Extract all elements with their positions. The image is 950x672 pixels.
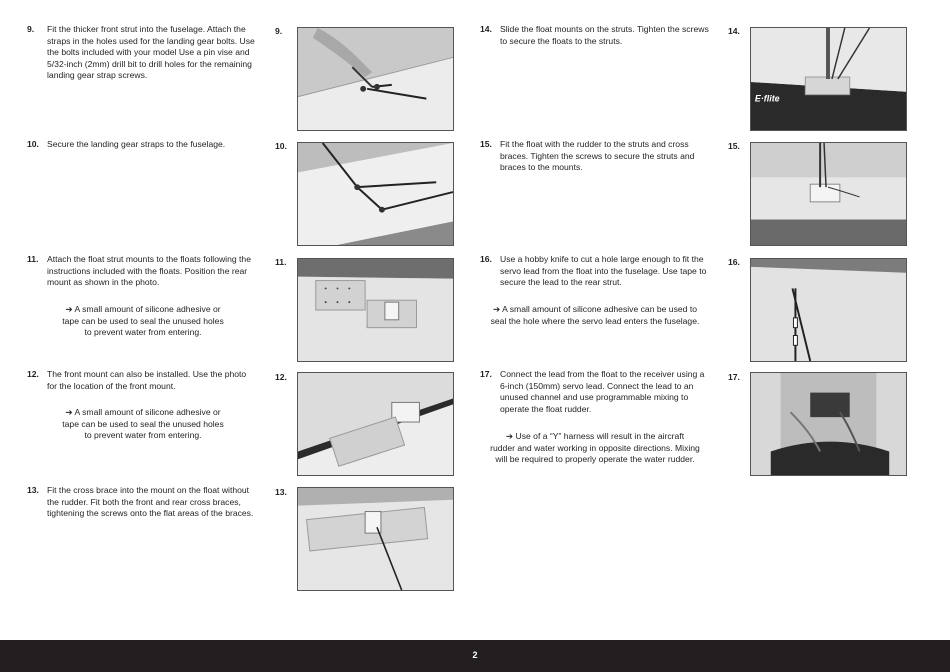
- step-number: 9.: [27, 24, 35, 34]
- page-number: 2: [472, 650, 478, 660]
- step-text: Use a hobby knife to cut a hole large enough to fit the servo lead from the float into the fuselage. Use tape to secure the lead to the rear strut.: [500, 254, 707, 288]
- photo-step-12: [297, 372, 454, 476]
- arrow-icon: ➔: [492, 304, 501, 314]
- figure-label: 11.: [275, 257, 287, 267]
- figure-label: 17.: [728, 372, 740, 382]
- step-number: 10.: [27, 139, 39, 149]
- note-silicone-12: ➔ A small amount of silicone adhesive or tape can be used to seal the unused holes to prevent water from entering.: [62, 407, 224, 441]
- step-number: 11.: [27, 254, 39, 264]
- photo-step-17: [750, 372, 907, 476]
- step-text: Connect the lead from the float to the receiver using a 6-inch (150mm) servo lead. Connect the lead to an unused channel and use programmable mixing to operate the float rudder.: [500, 369, 705, 414]
- step-text: The front mount can also be installed. Use the photo for the location of the front mount.: [47, 369, 247, 391]
- arrow-icon: ➔: [65, 407, 73, 417]
- photo-step-11: [297, 258, 454, 362]
- figure-label: 16.: [728, 257, 740, 267]
- figure-label: 12.: [275, 372, 287, 382]
- photo-step-14: [750, 27, 907, 131]
- step-text: Fit the float with the rudder to the struts and cross braces. Tighten the screws to secure the struts and braces to the mounts.: [500, 139, 695, 173]
- step-text: Fit the cross brace into the mount on the float without the rudder. Fit both the front and rear cross braces, tightening the screws onto the flat areas of the braces.: [47, 485, 254, 519]
- arrow-icon: ➔: [505, 431, 514, 441]
- step-number: 17.: [480, 369, 492, 379]
- photo-step-16: [750, 258, 907, 362]
- photo-step-10: [297, 142, 454, 246]
- step-text: Slide the float mounts on the struts. Tighten the screws to secure the floats to the struts.: [500, 24, 709, 46]
- step-text: Attach the float strut mounts to the floats following the instructions included with the floats. Position the rear mount as shown in the photo.: [47, 254, 251, 288]
- figure-label: 10.: [275, 141, 287, 151]
- brand-logo: E·flite: [754, 93, 780, 104]
- figure-label: 15.: [728, 141, 740, 151]
- figure-label: 9.: [275, 26, 283, 36]
- note-silicone-11: ➔ A small amount of silicone adhesive or tape can be used to seal the unused holes to prevent water from entering.: [62, 304, 224, 338]
- step-number: 13.: [27, 485, 39, 495]
- arrow-icon: ➔: [65, 304, 73, 314]
- figure-label: 14.: [728, 26, 740, 36]
- photo-step-15: [750, 142, 907, 246]
- note-y-harness: ➔ Use of a “Y” harness will result in the aircraft rudder and water working in opposite directions. Mixing will be required to properly operate the water rudder.: [490, 431, 700, 465]
- step-number: 15.: [480, 139, 492, 149]
- photo-step-9: [297, 27, 454, 131]
- step-number: 14.: [480, 24, 492, 34]
- note-silicone-16: ➔ A small amount of silicone adhesive can be used to seal the hole where the servo lead enters the fuselage.: [490, 304, 700, 326]
- photo-step-13: [297, 487, 454, 591]
- footer-bar: [0, 640, 950, 672]
- figure-label: 13.: [275, 487, 287, 497]
- step-number: 12.: [27, 369, 39, 379]
- step-number: 16.: [480, 254, 492, 264]
- step-text: Secure the landing gear straps to the fuselage.: [47, 139, 226, 149]
- step-text: Fit the thicker front strut into the fuselage. Attach the straps in the holes used for the landing gear bolts. Use the bolts included with your model Use a pin vise and 5/32-inch (2mm) drill bit to drill holes for the remaining landing gear strap screws.: [47, 24, 255, 81]
